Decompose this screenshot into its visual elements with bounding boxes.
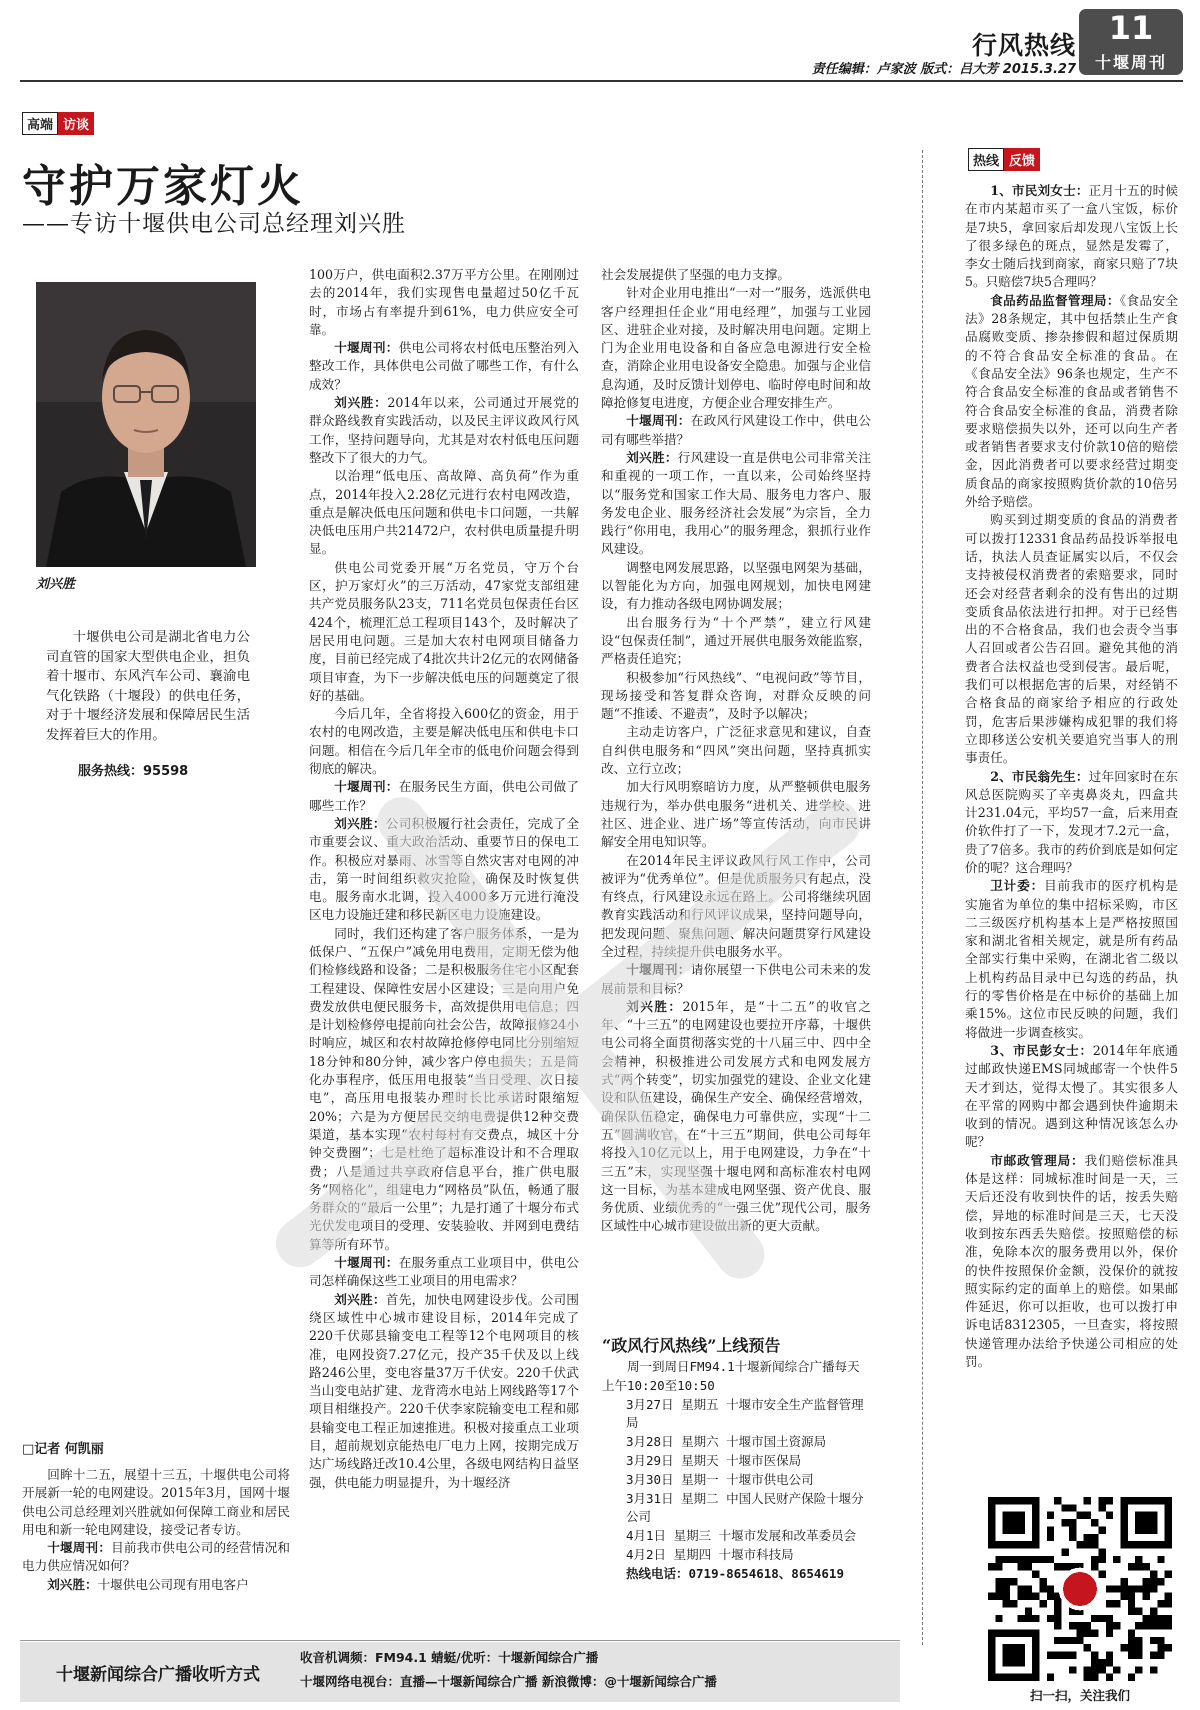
- paragraph: [309, 339, 579, 394]
- speaker-label: 刘兴胜：: [334, 1291, 386, 1307]
- page-number: 11: [1108, 9, 1154, 47]
- paragraph: [309, 705, 579, 778]
- speaker-label: 3、市民彭女士：: [990, 1042, 1093, 1058]
- paragraph: [601, 614, 871, 669]
- paragraph-text: 同时，我们还构建了客户服务体系，一是为低保户、“五保户”减免用电费用，定期无偿为他们检修线路和设备；二是积极服务住宅小区配套工程建设、保障性安居小区建设；三是向用户免费发放供电便民服务卡，高效提供用电信息；四是计划检修停电提前向社会公告，故障报修24小时响应，城区和农村故障抢修停电同比分别缩短18分钟和80分钟，减少客户停电损失；五是简化办事程序，低压用电报装“当日受理、次日接电”，高压用电报装办理时长比承诺时限缩短20%；六是为方便居民交纳电费提供12种交费渠道，基本实现“农村每村有交费点，城区十分钟交费圈”；七是杜绝了超标准设计和不合理取费；八是通过共享政府信息平台，推广供电服务“网格化”，组建电力“网格员”队伍，畅通了服务群众的“最后一公里”；九是打通了十堰分布式光伏发电项目的受理、安装验收、并网到电费结算等所有环节。: [309, 925, 579, 1252]
- paragraph: [309, 1291, 579, 1492]
- feedback-column: [965, 182, 1178, 1371]
- speaker-label: 十堰周刊：: [626, 413, 691, 429]
- credits: 责任编辑：卢家波 版式：吕大芳 2015.3.27: [811, 62, 1076, 77]
- paragraph: [309, 467, 579, 558]
- service-hotline: 服务热线：95598: [78, 764, 189, 779]
- paragraph: [601, 852, 871, 962]
- speaker-label: 刘兴胜：: [334, 395, 388, 411]
- portrait-photo: [36, 282, 256, 567]
- paragraph-text: 目前我市的医疗机构是实施省为单位的集中招标采购，市区二三级医疗机构基本上是严格按照国家和湖北省相关规定，就是所有药品全部实行集中采购，在湖北省二级以上机构药品目录中已勾选的药品，执行的零售价格是在中标价的基础上加乘15%。这位市民反映的问题，我们将做进一步调查核实。: [965, 878, 1179, 1040]
- paragraph-text: 正月十五的时候在市内某超市买了一盒八宝饭，标价是7块5，拿回家后却发现八宝饭上长了很多绿色的斑点，显然是发霉了，李女士随后找到商家，商家只赔了7块5。只赔偿7块5合理吗？: [965, 183, 1178, 290]
- paragraph: [309, 559, 579, 705]
- paragraph: [965, 768, 1178, 878]
- speaker-label: 刘兴胜：: [626, 998, 683, 1014]
- section-name: 行风热线: [971, 31, 1076, 60]
- paragraph-text: 调整电网发展思路，以坚强电网架为基础，以智能化为方向，加强电网规划，加快电网建设，有力推动各级电网协调发展；: [601, 559, 871, 612]
- schedule-item: 4月1日 星期三 十堰市发展和改革委员会: [626, 1528, 857, 1544]
- paragraph: [965, 877, 1178, 1042]
- paragraph: [22, 1576, 290, 1594]
- paragraph: [965, 1042, 1178, 1152]
- tag-label: 访谈: [58, 112, 94, 135]
- speaker-label: 十堰周刊：: [334, 340, 399, 356]
- speaker-label: 2、市民翁先生：: [990, 768, 1089, 784]
- paragraph: [965, 1152, 1178, 1372]
- paragraph: [601, 559, 871, 614]
- article-column-3: [601, 266, 871, 1236]
- speaker-label: 食品药品监督管理局：: [990, 292, 1120, 308]
- paragraph-text: 首先，加快电网建设步伐。公司围绕区域性中心城市建设目标，2014年完成了220千伏郧县输变电工程等12个电网项目的核准，电网投资7.27亿元，投产35千伏及以上线路246公里，变电容量37万千伏安。220千伏武当山变电站扩建、龙背湾水电站上网线路等17个项目相继投产。220千伏李家院输变电工程和郧县输变电工程正加速推进。积极对接重点工业项目，超前规划京能热电厂电力上网，按期完成万达广场线路迁改10.4公里，各级电网结构日益坚强，供电能力明显提升，为十堰经济: [309, 1291, 580, 1490]
- footer-title: 十堰新闻综合广播收听方式: [56, 1665, 260, 1685]
- paragraph-text: 2014年年底通过邮政快递EMS同城邮寄一个快件5天才到达，觉得太慢了。其实很多人在平常的网购中都会遇到快件逾期未收到的情况。遇到这种情况该怎么办呢？: [965, 1042, 1178, 1150]
- schedule-item: 3月28日 星期六 十堰市国土资源局: [626, 1434, 827, 1450]
- tag-label: 高端: [22, 112, 58, 135]
- speaker-label: 刘兴胜：: [47, 1576, 98, 1592]
- paragraph-text: 过年回家时在东风总医院购买了辛夷鼻炎丸，四盒共计231.04元，平均57一盒，后来用查价软件打了一下，发现才7.2元一盒，贵了7倍多。我市的药价到底是如何定价的呢？这合理吗？: [965, 768, 1178, 875]
- article-column-1: [22, 1466, 290, 1594]
- paragraph: [601, 723, 871, 778]
- paragraph-text: 100万户，供电面积2.37万平方公里。在刚刚过去的2014年，我们实现售电量超过50亿千瓦时，市场占有率提升到61%，电力供应安全可靠。: [309, 267, 579, 337]
- preview-hotline: 热线电话：0719-8654618、8654619: [626, 1565, 844, 1581]
- paragraph: [309, 394, 579, 467]
- paragraph-text: 供电公司党委开展“万名党员，守万个台区，护万家灯火”的三万活动，47家党支部组建共产党员服务队23支，711名党员包保责任台区424个，梳理汇总工程项目143个，及时解决了居民用电问题。三是加大农村电网项目储备力度，目前已经完成了4批次共计2亿元的农网储备项目审查，为下一步解决低电压的问题奠定了很好的基础。: [309, 559, 579, 703]
- qr-logo-icon: [1061, 1570, 1099, 1608]
- article-title: 守护万家灯火: [22, 161, 304, 212]
- schedule-item: 3月27日 星期五 十堰市安全生产监督管理局: [626, 1396, 864, 1431]
- paragraph: [22, 1466, 290, 1539]
- speaker-label: 刘兴胜：: [626, 449, 678, 465]
- speaker-label: 十堰周刊：: [626, 962, 691, 978]
- paper-name: 十堰周刊: [1094, 53, 1167, 72]
- paragraph: [965, 292, 1178, 512]
- paragraph: [309, 1254, 579, 1291]
- qr-caption: 扫一扫，关注我们: [1030, 1688, 1131, 1703]
- paragraph: [601, 266, 871, 284]
- paragraph-text: 出台服务行为“十个严禁”，建立行风建设“包保责任制”，通过开展供电服务效能监察，严格责任追究；: [601, 614, 871, 667]
- footer-line: 收音机调频：FM94.1 蜻蜓/优听：十堰新闻综合广播: [300, 1650, 599, 1665]
- paragraph-text: 回眸十二五，展望十三五，十堰供电公司将开展新一轮的电网建设。2015年3月，国网十堰供电公司总经理刘兴胜就如何保障工商业和居民用电和新一轮电网建设，接受记者专访。: [22, 1467, 290, 1537]
- paragraph-text: 主动走访客户，广泛征求意见和建议，自查自纠供电服务和“四风”突出问题，坚持真抓实改、立行立改；: [601, 724, 871, 777]
- qr-code-icon: [988, 1497, 1172, 1681]
- qr-code[interactable]: [988, 1497, 1172, 1681]
- schedule-item: 3月29日 星期天 十堰市医保局: [626, 1452, 802, 1468]
- photo-caption: 刘兴胜: [36, 577, 76, 592]
- tag-label: 反馈: [1004, 148, 1040, 171]
- paragraph-text: 2014年以来，公司通过开展党的群众路线教育实践活动，以及民主评议政风行风工作，坚持问题导向，尤其是对农村低电压问题整改下了很大的力气。: [309, 395, 579, 465]
- speaker-label: 十堰周刊：: [334, 779, 399, 795]
- paragraph: [309, 815, 579, 925]
- paragraph: [601, 961, 871, 998]
- paragraph: [601, 449, 871, 559]
- preview-title: “政风行风热线”上线预告: [602, 1336, 781, 1355]
- footer-line: 十堰网络电视台：直播—十堰新闻综合广播 新浪微博：@十堰新闻综合广播: [300, 1674, 717, 1689]
- portrait-illustration: [36, 282, 256, 567]
- article-subtitle: ——专访十堰供电公司总经理刘兴胜: [22, 211, 406, 237]
- schedule-item: 4月2日 星期四 十堰市科技局: [626, 1546, 794, 1562]
- paragraph-text: 行风建设一直是供电公司非常关注和重视的一项工作，一直以来，公司始终坚持以“服务党和国家工作大局、服务电力客户、服务发电企业、服务经济社会发展”为宗旨，全力践行“你用电，我用心”的服务理念，狠抓行业作风建设。: [601, 449, 872, 557]
- speaker-label: 卫计委：: [990, 878, 1045, 894]
- article-column-2: [309, 266, 579, 1492]
- reporter-byline: □记者 何凯丽: [22, 1442, 104, 1457]
- tag-label: 热线: [968, 148, 1004, 171]
- paragraph-text: 2015年，是“十二五”的收官之年、“十三五”的电网建设也要拉开序幕，十堰供电公司将全面贯彻落实党的十八届三中、四中全会精神，积极推进公司发展方式和电网发展方式“两个转变”，切实加强党的建设、企业文化建设和队伍建设，确保生产安全、确保经营增效，确保队伍稳定，确保电力可靠供应，实现“十二五”圆满收官，在“十三五”期间，供电公司每年将投入10亿元以上，用于电网建设，力争在“十三五”末，实现坚强十堰电网和高标准农村电网这一目标，为基本建成电网坚强、资产优良、服务优质、业绩优秀的“一强三优”现代公司，服务区域性中心城市建设做出新的更大贡献。: [601, 998, 871, 1234]
- paragraph: [601, 284, 871, 412]
- paragraph-text: 请你展望一下供电公司未来的发展前景和目标？: [601, 962, 872, 996]
- feedback-tag: [968, 148, 1040, 171]
- intro-text: [46, 628, 250, 746]
- paragraph-text: 公司积极履行社会责任，完成了全市重要会议、重大政治活动、重要节日的保电工作。积极应对暴雨、冰雪等自然灾害对电网的冲击，第一时间组织救灾抢险，确保及时恢复供电。服务南水北调，投入4000多万元进行淹没区电力设施迁建和移民新区电力设施建设。: [309, 815, 580, 923]
- paragraph: [601, 412, 871, 449]
- paragraph-text: 供电公司将农村低电压整治列入整改工作，具体供电公司做了哪些工作，有什么成效？: [309, 340, 580, 392]
- paragraph: [601, 778, 871, 851]
- paragraph-text: 在服务民生方面，供电公司做了哪些工作？: [309, 779, 580, 813]
- paragraph-text: 在2014年民主评议政风行风工作中，公司被评为“优秀单位”。但是优质服务只有起点，没有终点，行风建设永远在路上。公司将继续巩固教育实践活动和行风评议成果，坚持问题导向，把发现问题、聚焦问题、解决问题贯穿行风建设全过程，持续提升供电服务水平。: [601, 852, 871, 959]
- speaker-label: 十堰周刊：: [334, 1255, 399, 1271]
- paragraph-text: 以治理“低电压、高故障、高负荷”作为重点，2014年投入2.28亿元进行农村电网改造，重点是解决低电压问题和供电卡口问题，一共解决低电压用户共21472户，农村供电质量提升明显。: [309, 468, 579, 557]
- header-rule: [20, 80, 1183, 82]
- paragraph: [965, 182, 1178, 292]
- broadcast-schedule: [602, 1396, 872, 1565]
- paragraph-text: 在服务重点工业项目中，供电公司怎样确保这些工业项目的用电需求？: [309, 1255, 580, 1289]
- footer-rule: [20, 1640, 900, 1641]
- paragraph: [601, 669, 871, 724]
- paragraph-text: 我们赔偿标准具体是这样：同城标准时间是一天，三天后还没有收到快件的话，按丢失赔偿，异地的标准时间是三天，七天没收到按东西丢失赔偿。按照赔偿的标准，免除本次的服务费用以外，保价的快件按照保价金额，没保价的就按照实际约定的面单上的赔偿。如果邮件延迟，你可以拒收，也可以拨打申诉电话8312305，一旦查实，将按照快递管理办法给予快递公司相应的处罚。: [965, 1152, 1179, 1369]
- preview-body: [602, 1358, 872, 1584]
- paragraph: [309, 778, 579, 815]
- intro-paragraph: 十堰供电公司是湖北省电力公司直管的国家大型供电企业，担负着十堰市、东风汽车公司、襄渝电气化铁路（十堰段）的供电任务，对于十堰经济发展和保障居民生活发挥着巨大的作用。: [46, 630, 250, 743]
- paragraph-text: 在政风行风建设工作中，供电公司有哪些举措？: [601, 413, 872, 447]
- interview-tag: [22, 112, 94, 135]
- paragraph-text: 目前我市供电公司的经营情况和电力供应情况如何？: [22, 1540, 291, 1574]
- preview-intro: 周一到周日FM94.1十堰新闻综合广播每天上午10:20至10:50: [602, 1359, 860, 1393]
- paragraph: [309, 925, 579, 1254]
- paragraph: [309, 266, 579, 339]
- paragraph-text: 针对企业用电推出“一对一”服务，选派供电客户经理担任企业“用电经理”，加强与工业园区、进驻企业对接，及时解决用电问题。定期上门为企业用电设备和自备应急电源进行安全检查，消除企业用电设备安全隐患。加强与企业信息沟通，及时反馈计划停电、临时停电时间和故障抢修复电进度，方便企业合理安排生产。: [601, 285, 871, 411]
- speaker-label: 1、市民刘女士：: [990, 183, 1089, 198]
- paragraph-text: 加大行风明察暗访力度，从严整顿供电服务违规行为，举办供电服务“进机关、进学校、进社区、进企业、进广场”等宣传活动，向市民讲解安全用电知识等。: [601, 779, 871, 850]
- schedule-item: 3月30日 星期一 十堰市供电公司: [626, 1471, 814, 1487]
- column-divider: [922, 150, 923, 1645]
- paragraph-text: 十堰供电公司现有用电客户: [97, 1576, 249, 1592]
- speaker-label: 十堰周刊：: [47, 1540, 112, 1556]
- paragraph: [965, 511, 1178, 767]
- paragraph-text: 社会发展提供了坚强的电力支撑。: [601, 267, 790, 282]
- paragraph: [601, 998, 871, 1236]
- paragraph-text: 《食品安全法》28条规定，其中包括禁止生产食品腐败变质、掺杂掺假和超过保质期的不符合食品安全标准的食品。在《食品安全法》96条也规定，生产不符合食品安全标准的食品或者销售不符合食品安全标准的食品，消费者除要求赔偿损失以外，还可以向生产者或者销售者要求支付价款10倍的赔偿金，因此消费者可以要求经营过期变质食品的商家按照购货价款的10倍另外给予赔偿。: [965, 292, 1178, 510]
- paragraph-text: 今后几年，全省将投入600亿的资金，用于农村的电网改造，主要是解决低电压和供电卡口问题。相信在今后几年全市的低电价问题会得到彻底的解决。: [309, 706, 579, 777]
- speaker-label: 市邮政管理局：: [990, 1152, 1085, 1168]
- schedule-item: 3月31日 星期二 中国人民财产保险十堰分公司: [626, 1490, 864, 1525]
- paragraph-text: 购买到过期变质的食品的消费者可以拨打12331食品药品投诉举报电话，执法人员查证属实以后，不仅会支持被侵权消费者的索赔要求，同时还会对经营者剩余的没有售出的过期变质食品依法进行扣押。对于已经售出的不合格食品，我们也会责令当事人召回或者公告召回。避免其他的消费者合法权益也受到侵害。最后呢，我们可以根据危害的后果，对经销不合格食品的商家给予相应的行政处罚，危害后果涉嫌构成犯罪的我们将立即移送公安机关要追究当事人的刑事责任。: [965, 512, 1178, 766]
- paragraph-text: 积极参加“行风热线”、“电视问政”等节目，现场接受和答复群众咨询，对群众反映的问题“不推诿、不避责”，及时予以解决；: [601, 669, 871, 722]
- paragraph: [22, 1539, 290, 1576]
- speaker-label: 刘兴胜：: [334, 815, 386, 831]
